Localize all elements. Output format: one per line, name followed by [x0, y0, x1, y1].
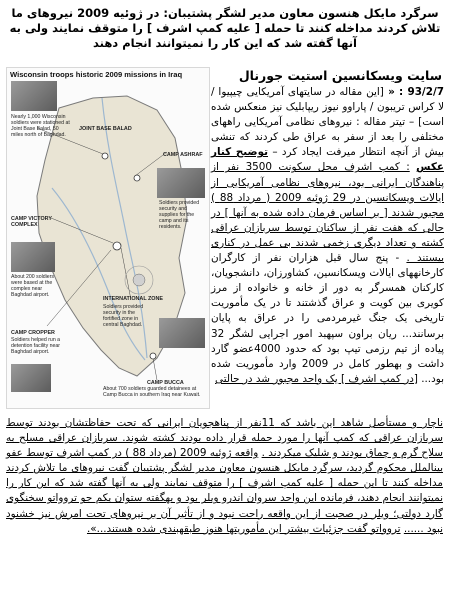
- map-note-cropper: Soldiers helped run a detention facility near Baghdad airport.: [11, 337, 61, 355]
- article-date: 93/2/7 : «: [383, 86, 444, 98]
- article-paragraph-underlined: [در کمپ اشرف ] یک واحد مجبور شد در حالتی: [215, 372, 418, 385]
- iraq-map-graphic: [6, 67, 210, 409]
- map-label-ashraf: CAMP ASHRAF: [163, 152, 203, 158]
- map-label-bucca: CAMP BUCCA: [147, 380, 184, 386]
- caption-label: توضیح کنار عکس: [211, 146, 444, 174]
- article-paragraph-continued: ناچار و مستأصل شاهد این باشد که 11نفر از پناهجویان ایرانی که تحت حفاظتشان بودند توسط سربازان عراقی که کمپ آنها را مورد حمله قرار داده بودند کشته شوند. سربازان عراقی مسلح به سلاح گرم و چماق بودند و شلیک میکردند .: [6, 417, 443, 460]
- map-marker-ashraf: [134, 175, 140, 181]
- map-note-bucca: About 700 soldiers guarded detainees at Camp Bucca in southern Iraq near Kuwait.: [103, 386, 201, 398]
- map-title: Wisconsin troops historic 2009 missions in Iraq: [10, 70, 183, 79]
- headline: سرگرد مایکل هنسون معاون مدیر لشگر پشتیبان: در ژوئیه 2009 نیروهای ما تلاش کردند مداخله کنند تا حمله [ علیه کمپ اشرف ] را متوقف نمایند ولی به آنها گفته شد که این کار را نمیتوانند انجام دهند: [9, 6, 441, 50]
- map-label-cropper: CAMP CROPPER: [11, 330, 55, 336]
- map-photo-ashraf: [157, 168, 205, 198]
- caption-text: : کمپ اشرف محل سکونت 3500 نفر از پناهندگان ایرانی بود، نیروهای نظامی آمریکایی از ایالات ویسکانسین در 29 ژوئیه 2009 ( مرداد 88 ) مجبور شدند [ بر اساس فرمان داده شده به آنها ] در حالی که هفت نفر از ساکنان توسط سربازان عراقی کشته و تعداد دیگری زخمی شدند بی عمل در کناری بیستند .: [211, 161, 445, 265]
- map-note-ashraf: Soldiers provided security and supplies for the camp and its residents.: [159, 200, 200, 230]
- map-photo-bucca: [159, 318, 205, 348]
- map-note-victory: About 200 soldiers were based at the complex near Baghdad airport.: [11, 274, 54, 298]
- map-marker-baghdad: [113, 242, 121, 250]
- article-paragraph-amnesty: واقعه ژوئیه 2009 (مرداد 88 ) در کمپ اشرف توسط عفو بینالملل محکوم گردید، سرگرد مایکل هنسون معاون مدیر لشگر پشتیبان گفت نیروهای ما تلاش کردند مداخله کنند تا این حمله [ علیه کمپ اشرف ] را متوقف نمایند ولی به آنها گفته شد که این کار را نمیتوانند انجام دهند، فرمانده این واحد سروان اندرو ویلر بود و بهگفته ستوان یکم جو تروواتو سخنگوی گارد دولتی؛ ویلر در صحبت از این واقعه راحت نبود و از تأثیر آن بر نیروهای تحت امرش نیز خشنود نبود ......: [6, 447, 443, 535]
- map-label-base: JOINT BASE BALAD: [79, 126, 132, 132]
- map-photo-cropper: [11, 364, 51, 392]
- map-photo-victory: [11, 242, 55, 272]
- map-photo-balad: [11, 81, 57, 111]
- article-column: [211, 85, 444, 387]
- article-paragraph-closing: تروواتو گفت جزئیات بیشتر این مأموریتها هنوز طبقهبندی شده هستند...».: [86, 522, 401, 535]
- article-subtitle: سایت ویسکانسین استیت جورنال: [238, 68, 442, 83]
- map-note-zone: Soldiers provided security in the fortified zone in central Baghdad.: [103, 304, 144, 328]
- article-fullwidth: [6, 416, 443, 537]
- map-marker-bucca: [150, 353, 156, 359]
- map-marker-balad: [102, 153, 108, 159]
- article-intro: [این مقاله در سایتهای آمریکایی چیپیوا / لا کراس تریبون / پاراوو نیوز ریپابلیک نیز منعکس شده است] – تیتر مقاله : نیروهای نظامی آمریکایی راههای مختلفی را بعد از سفر به عراق طی کردند که تنشی بیش از آنچه انتظار میرفت ایجاد کرد –: [211, 86, 444, 159]
- article-paragraph: - پنج سال قبل هزاران نفر از کارگران کارخانههای ایالات ویسکانسین، کشاورزان، دانشجویان، کارکنان همسرگر به دور از خانه و خانواده از مرز کویری بین کویت و عراق گذشتند تا در یک مأموریت تاریخی یک جنگ غیرمردمی را در عراق به پایان برسانند... ریان براون سپهبد امور اجرایی لشگر 32 پیاده از تیم رزمی تیپ بود که حدود 4000عضو گارد داشت و بهطور کامل در 2009 وارد مأموریت شده بود...: [211, 252, 444, 385]
- map-note-balad: Nearly 1,000 Wisconsin soldiers were stationed at Joint Base Balad, 50 miles north of Baghdad.: [11, 114, 70, 138]
- map-label-victory: CAMP VICTORY COMPLEX: [11, 216, 52, 229]
- map-label-zone: INTERNATIONAL ZONE: [103, 296, 163, 302]
